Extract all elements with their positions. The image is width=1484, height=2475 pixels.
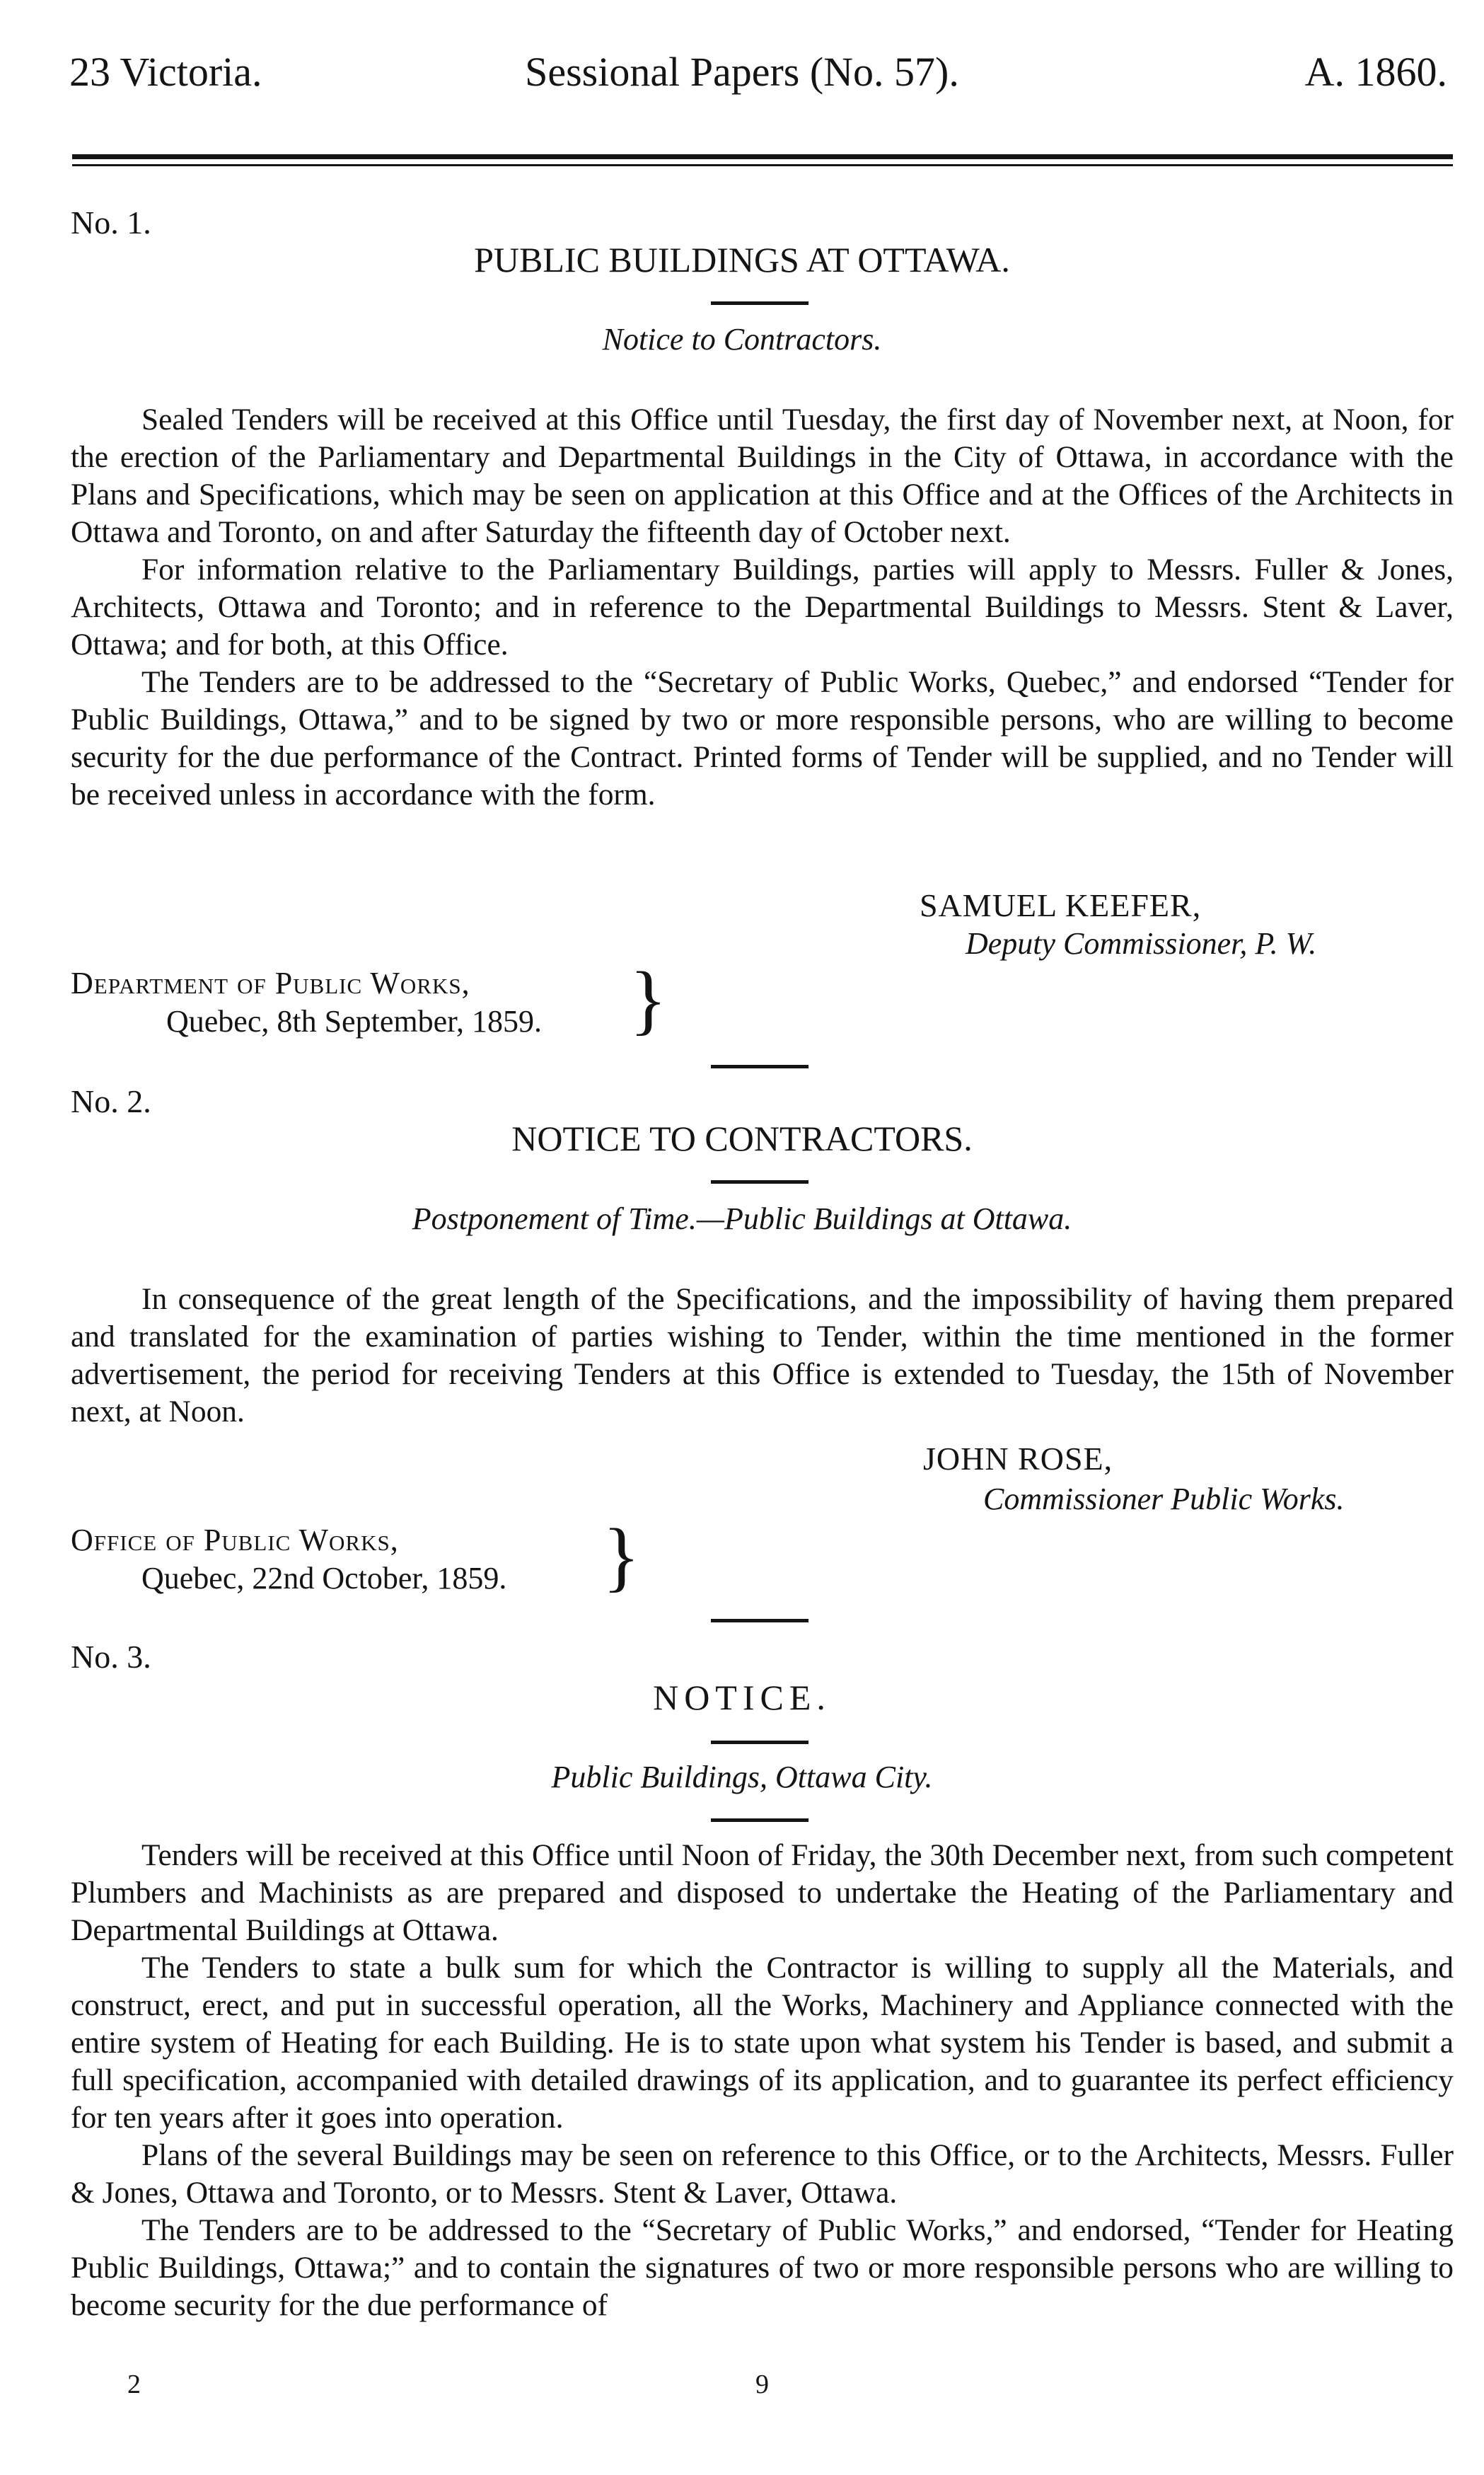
notice-1-number: No. 1. xyxy=(71,204,151,241)
notice-2-office-brace: } xyxy=(603,1513,640,1599)
notice-1-paragraph: Sealed Tenders will be received at this Office until Tuesday, the first day of November next, at Noon, for the erection of the Parliamentary and Departmental Buildings in the City of Ottawa, in accordance with the Plans and Specifications, which may be seen on application at this Office and at the Offices of the Architects in Ottawa and Toronto, on and after Saturday the fifteenth day of October next. xyxy=(71,403,1454,549)
notice-1-title: PUBLIC BUILDINGS AT OTTAWA. xyxy=(474,240,1010,279)
notice-2-title-rule xyxy=(711,1180,808,1184)
header-rule-thick xyxy=(72,154,1453,159)
notice-2-office-date: Quebec, 22nd October, 1859. xyxy=(141,1561,507,1596)
notice-separator-rule xyxy=(711,1065,808,1068)
header-series: Sessional Papers (No. 57). xyxy=(525,49,959,95)
notice-2-signature-title: Commissioner Public Works. xyxy=(983,1482,1345,1516)
header-session: 23 Victoria. xyxy=(69,49,262,95)
notice-3-paragraph: Plans of the several Buildings may be seen on reference to this Office, or to the Architects, Messrs. Fuller & Jones, Ottawa and Toronto, or to Messrs. Stent & Laver, Ottawa. xyxy=(71,2138,1454,2210)
notice-2-signature-name: JOHN ROSE, xyxy=(923,1441,1113,1477)
notice-2-office-name: Office of Public Works, xyxy=(71,1523,399,1557)
notice-1-office-date: Quebec, 8th September, 1859. xyxy=(166,1004,542,1039)
header-year: A. 1860. xyxy=(1304,49,1447,95)
notice-3-body xyxy=(71,1837,1454,2324)
notice-1-signature-title: Deputy Commissioner, P. W. xyxy=(966,926,1317,961)
running-header xyxy=(0,48,1484,112)
notice-2-paragraph: In consequence of the great length of the Specifications, and the impossibility of having them prepared and translated for the examination of parties wishing to Tender, within the time mentioned in the former advertisement, the period for receiving Tenders at this Office is extended to Tuesday, the 15th of November next, at Noon. xyxy=(71,1282,1454,1429)
notice-1-subtitle: Notice to Contractors. xyxy=(602,322,882,357)
page-number: 9 xyxy=(755,2370,769,2399)
notice-separator-rule xyxy=(711,1619,808,1622)
notice-3-paragraph: The Tenders are to be addressed to the “Secretary of Public Works,” and endorsed, “Tender for Heating Public Buildings, Ottawa;” and to contain the signatures of two or more responsible persons who are willing to become security for the due performance of xyxy=(71,2213,1454,2322)
notice-3-subtitle-rule xyxy=(711,1818,808,1822)
notice-1-office xyxy=(71,964,542,1041)
notice-1-office-name: Department of Public Works, xyxy=(71,966,470,1000)
notice-2-office xyxy=(71,1521,506,1598)
notice-2-title: NOTICE TO CONTRACTORS. xyxy=(511,1119,973,1158)
notice-2-body xyxy=(71,1281,1454,1431)
notice-2-subtitle: Postponement of Time.—Public Buildings at Ottawa. xyxy=(412,1201,1072,1236)
notice-3-paragraph: Tenders will be received at this Office until Noon of Friday, the 30th December next, from such competent Plumbers and Machinists as are prepared and disposed to undertake the Heating of the Parliamentary and Departmental Buildings at Ottawa. xyxy=(71,1838,1454,1947)
notice-1-paragraph: The Tenders are to be addressed to the “Secretary of Public Works, Quebec,” and endorsed “Tender for Public Buildings, Ottawa,” and to be signed by two or more responsible persons, who are willing to become security for the due performance of the Contract. Printed forms of Tender will be supplied, and no Tender will be received unless in accordance with the form. xyxy=(71,665,1454,812)
notice-3-title-rule xyxy=(711,1741,808,1744)
notice-2-number: No. 2. xyxy=(71,1083,151,1119)
notice-1-title-rule xyxy=(711,301,808,305)
notice-3-paragraph: The Tenders to state a bulk sum for which the Contractor is willing to supply all the Materials, and construct, erect, and put in successful operation, all the Works, Machinery and Appliance connected with the entire system of Heating for each Building. He is to state upon what system his Tender is based, and submit a full specification, accompanied with detailed drawings of its application, and to guarantee its perfect efficiency for ten years after it goes into operation. xyxy=(71,1951,1454,2135)
notice-1-body xyxy=(71,401,1454,814)
notice-1-signature-name: SAMUEL KEEFER, xyxy=(920,887,1202,923)
notice-3-number: No. 3. xyxy=(71,1639,151,1675)
notice-1-office-brace: } xyxy=(630,956,667,1042)
notice-3-title: NOTICE. xyxy=(653,1678,831,1717)
notice-1-paragraph: For information relative to the Parliamentary Buildings, parties will apply to Messrs. Fuller & Jones, Architects, Ottawa and Toronto; and in reference to the Departmental Buildings to Messrs. Stent & Laver, Ottawa; and for both, at this Office. xyxy=(71,553,1454,662)
signature-mark: 2 xyxy=(127,2370,141,2399)
notice-3-subtitle: Public Buildings, Ottawa City. xyxy=(551,1760,933,1794)
header-rule-thin xyxy=(72,164,1453,166)
